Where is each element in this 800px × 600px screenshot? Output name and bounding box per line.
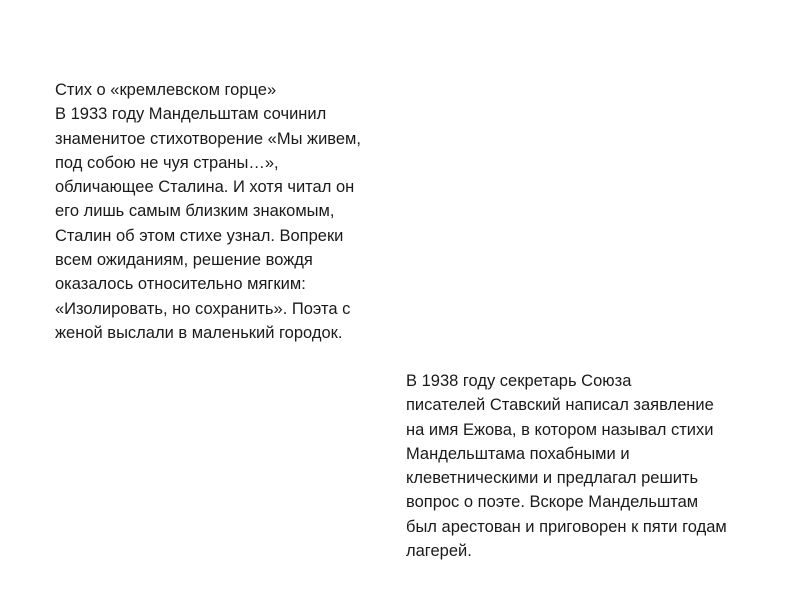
text-line: Мандельштама похабными и (406, 444, 630, 463)
text-line: писателей Ставский написал заявление (406, 396, 714, 415)
text-line: оказалось относительно мягким: (55, 275, 306, 294)
text-line: «Изолировать, но сохранить». Поэта с (55, 299, 351, 318)
text-line: вопрос о поэте. Вскоре Мандельштам (406, 493, 699, 512)
text-line: его лишь самым близким знакомым, (55, 202, 335, 221)
text-line: под собою не чуя страны…», (55, 153, 279, 172)
text-line: лагерей. (406, 542, 472, 561)
text-line: В 1938 году секретарь Союза (406, 372, 632, 390)
text-line: клеветническими и предлагал решить (406, 469, 699, 488)
text-block-1938 (406, 369, 727, 563)
text-line: был арестован и приговорен к пяти годам (406, 517, 727, 536)
text-line: знаменитое стихотворение «Мы живем, (55, 129, 361, 148)
text-block-1933 (55, 78, 361, 345)
block-heading: Стих о «кремлевском горце» (55, 81, 277, 99)
text-line: женой выслали в маленький городок. (55, 323, 343, 342)
text-line: на имя Ежова, в котором называл стихи (406, 420, 714, 439)
text-line: Сталин об этом стихе узнал. Вопреки (55, 226, 344, 245)
text-line: обличающее Сталина. И хотя читал он (55, 178, 355, 197)
text-line: В 1933 году Мандельштам сочинил (55, 105, 327, 124)
text-line: всем ожиданиям, решение вождя (55, 251, 313, 270)
